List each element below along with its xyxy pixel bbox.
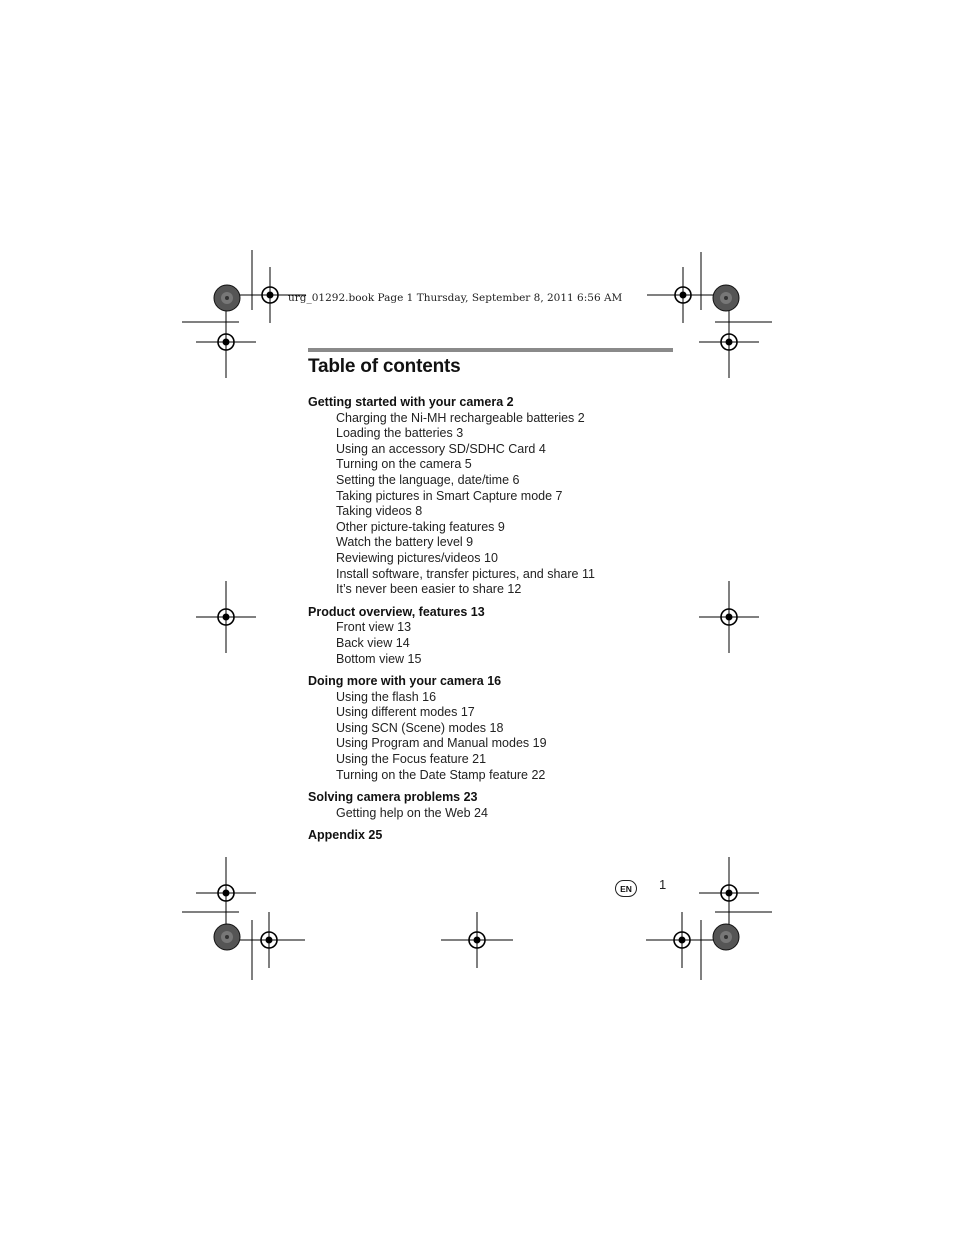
- toc-entry[interactable]: Using different modes 17: [336, 705, 475, 720]
- registration-target-icon: [699, 581, 759, 653]
- registration-target-icon: [699, 857, 759, 929]
- toc-section-heading[interactable]: Doing more with your camera 16: [308, 674, 502, 689]
- toc-entry[interactable]: Charging the Ni-MH rechargeable batteries 2: [336, 410, 585, 425]
- toc-entry[interactable]: Reviewing pictures/videos 10: [336, 550, 498, 565]
- registration-target-icon: [233, 912, 305, 968]
- registration-target-icon: [699, 306, 759, 378]
- table-of-contents: [308, 395, 688, 851]
- toc-entry[interactable]: Getting help on the Web 24: [336, 805, 488, 820]
- toc-entry[interactable]: Turning on the camera 5: [336, 457, 472, 472]
- registration-target-icon: [647, 267, 719, 323]
- color-bar-starburst-icon: [713, 285, 739, 311]
- page-number: 1: [659, 877, 667, 892]
- color-bar-starburst-icon: [713, 924, 739, 950]
- toc-entry[interactable]: Taking pictures in Smart Capture mode 7: [336, 488, 563, 503]
- registration-target-icon: [196, 581, 256, 653]
- toc-section-heading[interactable]: Getting started with your camera 2: [308, 395, 514, 409]
- language-badge: EN: [615, 880, 637, 897]
- title-rule: [308, 348, 673, 352]
- toc-entry[interactable]: Using Program and Manual modes 19: [336, 736, 547, 751]
- color-bar-starburst-icon: [214, 924, 240, 950]
- toc-section-heading[interactable]: Solving camera problems 23: [308, 790, 478, 805]
- toc-section: [308, 828, 688, 844]
- toc-entry[interactable]: Using the flash 16: [336, 689, 437, 704]
- toc-entry[interactable]: Using the Focus feature 21: [336, 752, 487, 767]
- registration-target-icon: [646, 912, 718, 968]
- toc-section-heading[interactable]: Product overview, features 13: [308, 604, 485, 619]
- toc-entry[interactable]: Watch the battery level 9: [336, 535, 474, 550]
- toc-entry[interactable]: Turning on the Date Stamp feature 22: [336, 767, 546, 782]
- toc-entry[interactable]: Bottom view 15: [336, 651, 422, 666]
- toc-entry[interactable]: Taking videos 8: [336, 504, 423, 519]
- toc-entry[interactable]: Using an accessory SD/SDHC Card 4: [336, 441, 546, 456]
- toc-entry[interactable]: It’s never been easier to share 12: [336, 582, 522, 597]
- toc-entry[interactable]: Other picture-taking features 9: [336, 519, 505, 534]
- registration-target-icon: [196, 306, 256, 378]
- toc-entry[interactable]: Setting the language, date/time 6: [336, 472, 520, 487]
- toc-section: [308, 790, 688, 821]
- toc-entry[interactable]: Front view 13: [336, 620, 412, 635]
- toc-entry[interactable]: Loading the batteries 3: [336, 426, 464, 441]
- registration-target-icon: [196, 857, 256, 929]
- toc-section: [308, 674, 688, 783]
- toc-entry[interactable]: Install software, transfer pictures, and share 11: [336, 566, 595, 581]
- toc-section: [308, 395, 688, 598]
- color-bar-starburst-icon: [214, 285, 240, 311]
- toc-section-heading[interactable]: Appendix 25: [308, 828, 383, 843]
- page-title: Table of contents: [308, 356, 461, 377]
- toc-entry[interactable]: Back view 14: [336, 635, 410, 650]
- registration-target-icon: [441, 912, 513, 968]
- toc-entry[interactable]: Using SCN (Scene) modes 18: [336, 720, 504, 735]
- toc-section: [308, 605, 688, 667]
- print-slug-line: urg_01292.book Page 1 Thursday, September 8, 2011 6:56 AM: [288, 292, 623, 304]
